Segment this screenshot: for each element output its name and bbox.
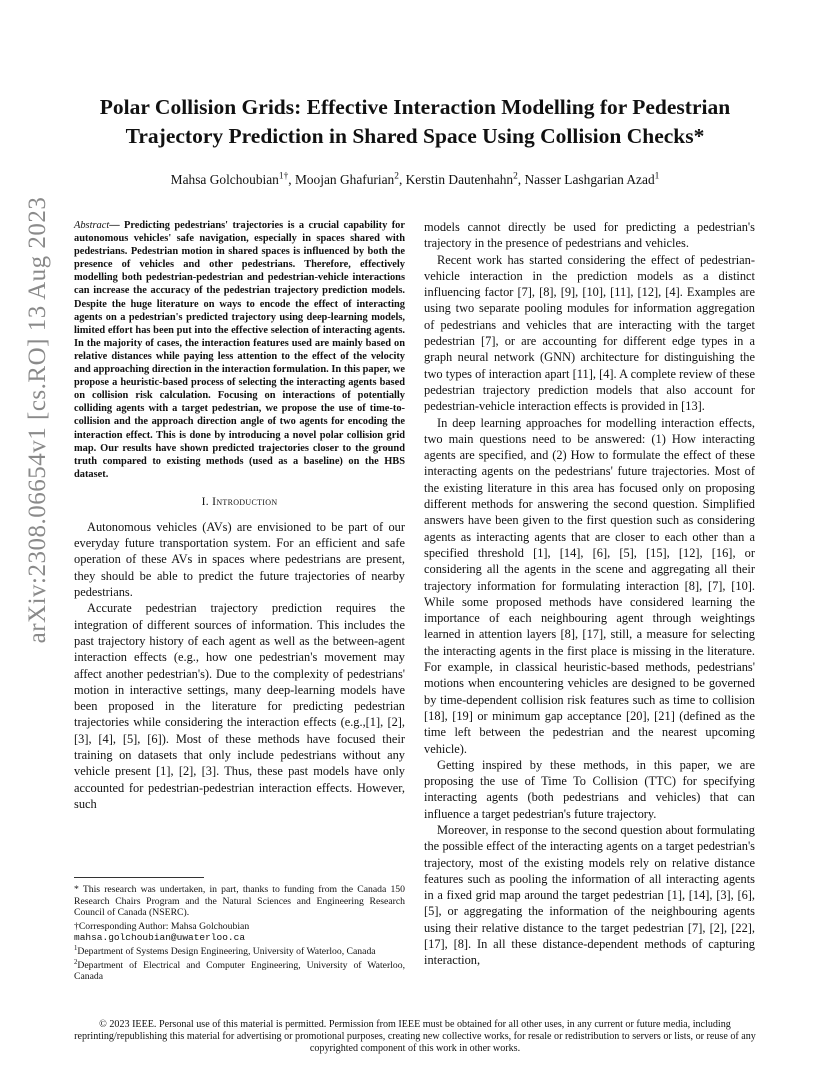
affiliation-footnote: $^2$Department of Electrical and Computer Engineering, University of Waterloo, Canada — [74, 958, 405, 983]
section-heading — [74, 495, 405, 508]
paragraph: models cannot directly be used for predicting a pedestrian's trajectory in the presence of pedestrians and vehicles. — [424, 220, 755, 251]
paragraph: Recent work has started considering the effect of pedestrian-vehicle interaction in the prediction models as a distinct influencing factor [7], [8], [9], [10], [11], [12], [4]. Examples are using two separate pooling modules for information aggregation of pedestrians and vehicles that are interacting with the target pedestrian [7], or are accounting for different edge types in a graph neural network (GNN) architecture for distinguishing the two types of interaction apart [11], [4]. A complete review of these pedestrian trajectory prediction models that also account for pedestrian-vehicle interaction effects is provided in [13]. — [424, 252, 755, 414]
abstract: Abstract— Predicting pedestrians' trajectories is a crucial capability for autonomous vehicles' safe navigation, especially in spaces shared with pedestrians. Pedestrian motion in shared spaces is influenced by both the presence of vehicles and other pedestrians. Therefore, effectively modelling both pedestrian-pedestrian and pedestrian-vehicle interactions can increase the accuracy of the pedestrian trajectory prediction models. Despite the huge literature on ways to encode the effect of interacting agents on a pedestrian's predicted trajectory using deep-learning models, limited effort has been put into the effective selection of interacting agents. In the majority of cases, the interaction features used are mainly based on relative distances while paying less attention to the effect of the velocity and approaching direction in the interaction formulation. In this paper, we propose a heuristic-based process of selecting the interacting agents based on collision risk calculation. Focusing on interactions of potentially colliding agents with a target pedestrian, we propose the use of time-to-collision and the approach direction angle of two agents for encoding the interaction effect. This is done by introducing a novel polar collision grid map. Our results have shown predicted trajectories closer to the ground truth compared to existing methods (used as a baseline) on the HBS dataset. — [74, 220, 405, 480]
affiliation-footnote: $^1$Department of Systems Design Engineering, University of Waterloo, Canada — [74, 944, 376, 957]
abstract-label: Abstract — [74, 220, 110, 231]
author-affiliation-mark: 1 — [654, 171, 660, 182]
paragraph: In deep learning approaches for modelling interaction effects, two main questions need to be answered: (1) How interacting agents are specified, and (2) How to formulate the effect of these interacting agents on the pedestrians' future trajectories. Most of the existing literature in this area has focused only on proposing different methods for answering the second question. Simplified answers have been given to the first question such as considering agents as interacting agents that are closer to each other than a specified threshold [1], [14], [6], [5], [15], [12], [16], or considering all the agents in the scene and aggregating all their trajectory information for formulating interaction [8], [7], [10]. While some proposed methods have considered learning the importance of each neighbouring agent through weightings learned in attention layers [8], [17], still, a measure for selecting the interacting agents in the first place is missing in the literature. For example, in classical heuristic-based methods, pedestrians' motions when encountering vehicles are designed to be governed by time-dependent collision risk features such as time to collision [18], [19] or minimum gap acceptance [20], [21] (defined as the time left between the pedestrian and the nearest upcoming vehicle). — [424, 415, 755, 756]
author-name: Nasser Lashgarian Azad — [524, 172, 655, 187]
paragraph: Moreover, in response to the second question about formulating the possible effect of the interacting agents on a target pedestrian's trajectory, most of the existing models rely on relative distance features such as pooling the information of all interacting agents in a fixed grid map around the target pedestrian [1], [14], [3], [6], [5], or aggregating the information of the neighbouring agents using their relative distance to the target pedestrian [7], [2], [22], [17], [8]. In all these distance-dependent methods of capturing interaction, — [424, 822, 755, 968]
copyright-notice: © 2023 IEEE. Personal use of this material is permitted. Permission from IEEE must be obtained for all other uses, in any current or future media, including reprinting/republishing this material for advertising or promotional purposes, creating new collective works, for resale or redistribution to servers or lists, or reuse of any copyrighted component of this work in other works. — [74, 1019, 756, 1054]
right-column — [424, 219, 755, 969]
section-title: Introduction — [212, 494, 278, 508]
author-affiliation-mark: 2 — [394, 171, 399, 182]
paper-title: Polar Collision Grids: Effective Interaction Modelling for Pedestrian Trajectory Prediction in Shared Space Using Collision Checks* — [99, 95, 731, 148]
abstract-text: Predicting pedestrians' trajectories is a crucial capability for autonomous vehicles' safe navigation, especially in spaces shared with pedestrians. Pedestrian motion in shared spaces is influenced by both the presence of vehicles and other pedestrians. Therefore, effectively modelling both pedestrian-pedestrian and pedestrian-vehicle interactions can increase the accuracy of the pedestrian trajectory prediction models. Despite the huge literature on ways to encode the effect of interacting agents on a pedestrian's predicted trajectory using deep-learning models, limited effort has been put into the effective selection of interacting agents. In the majority of cases, the interaction features used are mainly based on relative distances while paying less attention to the effect of the velocity and approaching direction in the interaction formulation. In this paper, we propose a heuristic-based process of selecting the interacting agents based on collision risk calculation. Focusing on interactions of potentially colliding agents with a target pedestrian, we propose the use of time-to-collision and the approach direction angle of two agents for encoding the interaction effect. This is done by introducing a novel polar collision grid map. Our results have shown predicted trajectories closer to the ground truth compared to existing methods (used as a baseline) on the HBS dataset. — [74, 220, 405, 480]
author-name: Moojan Ghafurian — [294, 172, 395, 187]
footnote-rule — [74, 877, 204, 878]
author-affiliation-mark: 1† — [278, 171, 289, 182]
arxiv-id: arXiv:2308.06654v1 [cs.RO] 13 Aug 2023 — [24, 196, 51, 644]
left-column — [74, 219, 405, 812]
arxiv-watermark — [14, 140, 62, 700]
footnotes — [74, 877, 405, 985]
author-affiliation-mark: 2 — [513, 171, 518, 182]
corresponding-author-footnote: †Corresponding Author: Mahsa Golchoubian mahsa.golchoubian@uwaterloo.ca — [74, 920, 250, 944]
email-link[interactable]: mahsa.golchoubian@uwaterloo.ca — [74, 932, 246, 944]
author-name: Mahsa Golchoubian — [170, 172, 279, 187]
paragraph: Autonomous vehicles (AVs) are envisioned to be part of our everyday future transportation system. For an efficient and safe operation of these AVs in spaces where pedestrians are present, they should be able to predict the future trajectories of nearby pedestrians. — [74, 519, 405, 600]
paragraph: Accurate pedestrian trajectory prediction requires the integration of different sources of information. This includes the past trajectory history of each agent as well as the between-agent interaction effects (e.g., how one pedestrian's movement may affect another pedestrian's). Due to the complexity of pedestrians' motion in interactive settings, many deep-learning models have been proposed in the literature for predicting pedestrian trajectories while considering the interaction effects (e.g.,[1], [2], [3], [4], [5], [6]). Most of these methods have focused their training on datasets that only include pedestrians without any vehicle present [1], [2], [3]. Thus, these past models have only accounted for pedestrian-pedestrian interaction effects. However, such — [74, 601, 405, 811]
funding-footnote: * This research was undertaken, in part, thanks to funding from the Canada 150 Research Chairs Program and the Natural Sciences and Engineering Research Council of Canada (NSERC). — [74, 884, 405, 919]
paragraph: Getting inspired by these methods, in this paper, we are proposing the use of Time To Collision (TTC) for specifying interacting agents (both pedestrians and vehicles) that can influence a target pedestrian's future trajectory. — [424, 757, 755, 821]
author-name: Kerstin Dautenhahn — [405, 172, 514, 187]
section-number: I. — [201, 494, 209, 508]
author-list: Mahsa Golchoubian$^{1\dagger}$, Moojan Ghafurian$^2$, Kerstin Dautenhahn$^2$, Nasser Lashgarian Azad$^1$ — [170, 171, 660, 187]
